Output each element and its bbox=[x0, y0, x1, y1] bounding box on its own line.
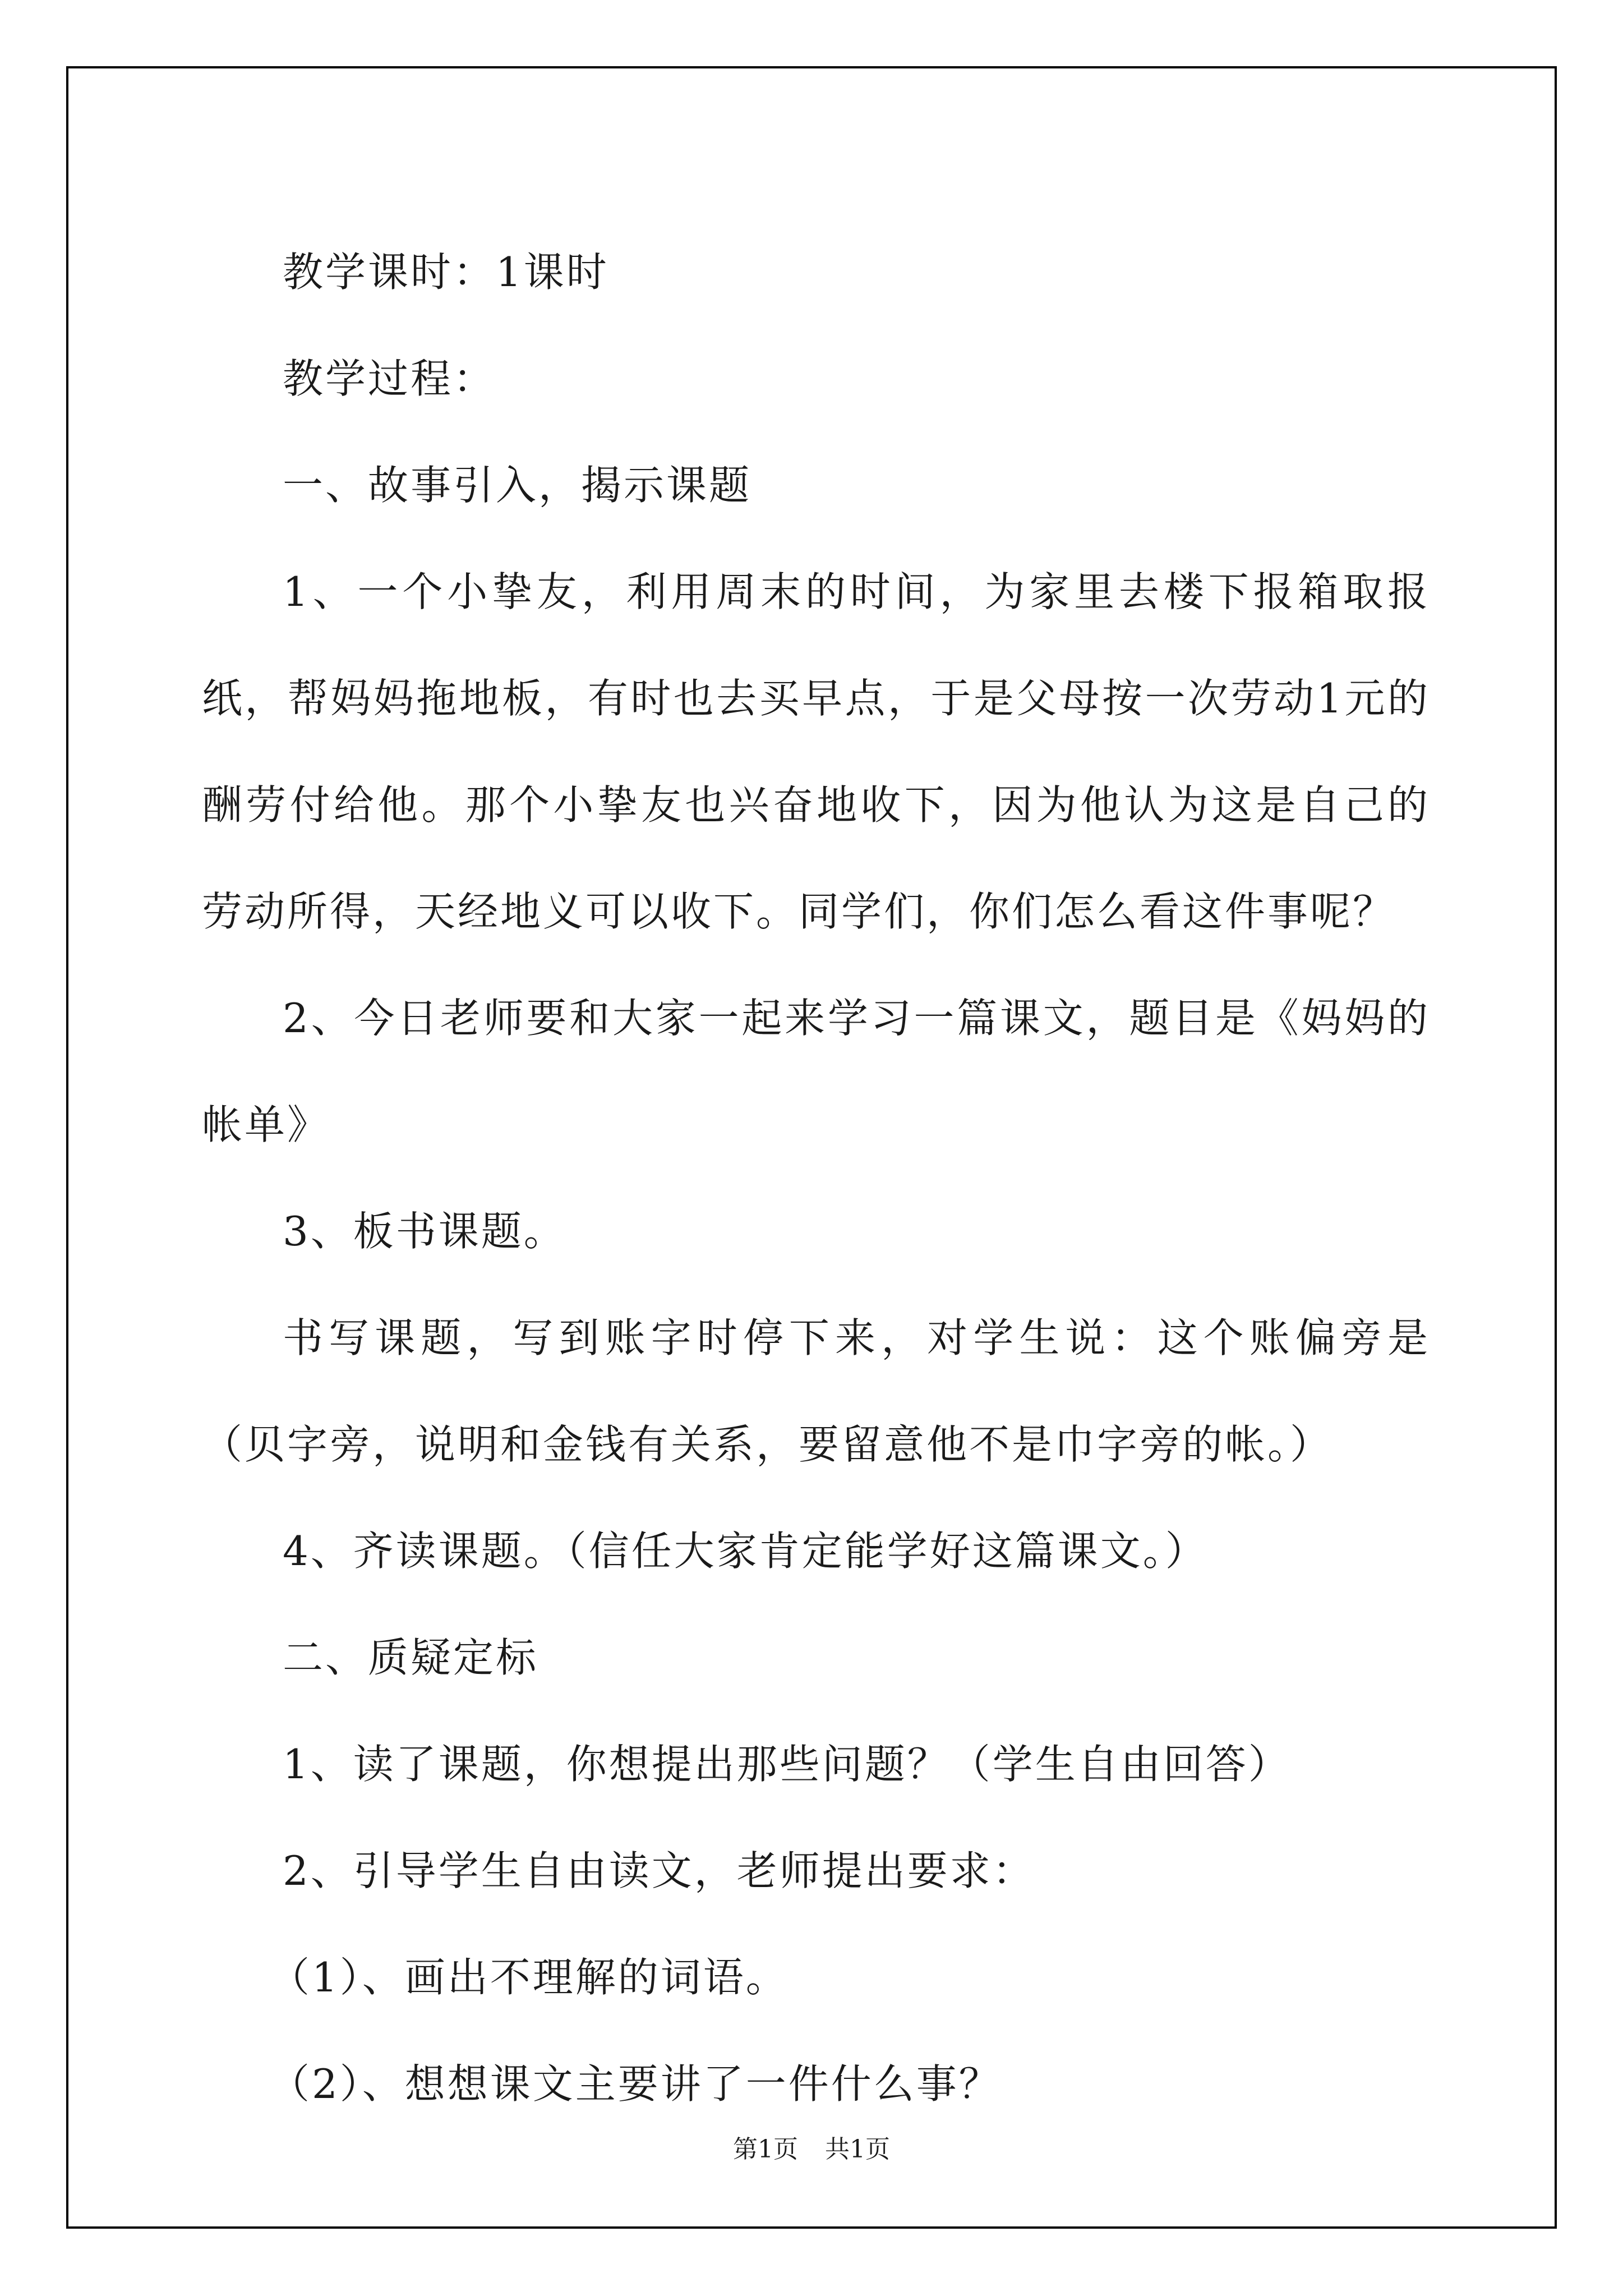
paragraph-story: 1、一个小挚友，利用周末的时间，为家里去楼下报箱取报纸，帮妈妈拖地板，有时也去买早点，于是父母按一次劳动1元的酬劳付给他。那个小挚友也兴奋地收下，因为他认为这是自己的劳动所得，天经地义可以收下。同学们，你们怎么看这件事呢？ bbox=[202, 568, 1430, 935]
section-heading-1: 一、故事引入，揭示课题 bbox=[283, 462, 752, 509]
section-heading-2: 二、质疑定标 bbox=[283, 1634, 539, 1681]
page-number: 第1页 bbox=[733, 2135, 798, 2164]
paragraph-sub-2: （2）、想想课文主要讲了一件什么事？ bbox=[269, 2060, 1002, 2108]
paragraph-read-title: 4、齐读课题。（信任大家肯定能学好这篇课文。） bbox=[283, 1527, 1208, 1575]
paragraph-questions: 1、读了课题，你想提出那些问题？（学生自由回答） bbox=[283, 1741, 1291, 1788]
paragraph-write-title: 书写课题，写到账字时停下来，对学生说：这个账偏旁是（贝字旁，说明和金钱有关系，要留意他不是巾字旁的帐。） bbox=[202, 1314, 1430, 1468]
paragraph-today-lesson: 2、今日老师要和大家一起来学习一篇课文，题目是《妈妈的帐单》 bbox=[202, 995, 1430, 1148]
page-footer bbox=[0, 2129, 1623, 2165]
document-body bbox=[202, 219, 1430, 2137]
page-total: 共1页 bbox=[825, 2135, 890, 2164]
paragraph-sub-1: （1）、画出不理解的词语。 bbox=[269, 1954, 789, 2001]
paragraph-board-title: 3、板书课题。 bbox=[283, 1208, 566, 1255]
paragraph-guide-reading: 2、引导学生自由读文，老师提出要求： bbox=[283, 1847, 1035, 1894]
paragraph-lesson-hours: 教学课时：1课时 bbox=[283, 249, 609, 296]
paragraph-teaching-process: 教学过程： bbox=[283, 355, 496, 402]
